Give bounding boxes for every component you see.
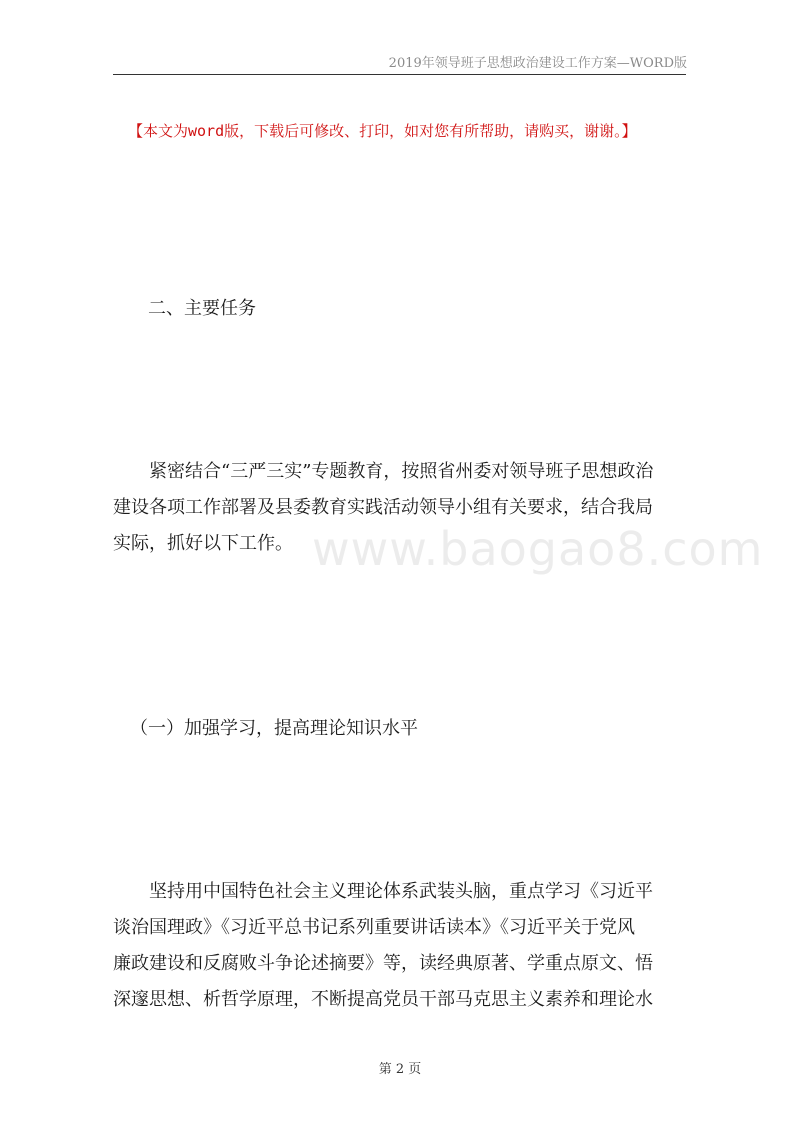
paragraph-line: 坚持用中国特色社会主义理论体系武装头脑，重点学习《习近平 xyxy=(149,881,653,902)
purchase-notice: 【本文为word版，下载后可修改、打印，如对您有所帮助，请购买，谢谢。】 xyxy=(128,122,637,140)
header-divider xyxy=(113,74,686,75)
paragraph-line: 实际，抓好以下工作。 xyxy=(113,533,293,554)
paragraph-line: 深邃思想、析哲学原理，不断提高党员干部马克思主义素养和理论水 xyxy=(113,989,653,1010)
page-number: 第 2 页 xyxy=(378,1062,422,1077)
study-paragraph xyxy=(113,874,693,1018)
sub-heading-study: （一）加强学习，提高理论知识水平 xyxy=(130,718,418,739)
paragraph-line: 廉政建设和反腐败斗争论述摘要》等，读经典原著、学重点原文、悟 xyxy=(113,953,653,974)
watermark: www.baogao8.com xyxy=(312,522,764,576)
paragraph-line: 谈治国理政》《习近平总书记系列重要讲话读本》《习近平关于党风 xyxy=(113,917,635,938)
paragraph-line: 建设各项工作部署及县委教育实践活动领导小组有关要求，结合我局 xyxy=(113,497,653,518)
section-heading-main-tasks: 二、主要任务 xyxy=(148,298,256,319)
paragraph-line: 紧密结合“三严三实”专题教育，按照省州委对领导班子思想政治 xyxy=(149,461,654,482)
intro-paragraph xyxy=(113,454,693,562)
running-header: 2019年领导班子思想政治建设工作方案—WORD版 xyxy=(388,56,687,71)
